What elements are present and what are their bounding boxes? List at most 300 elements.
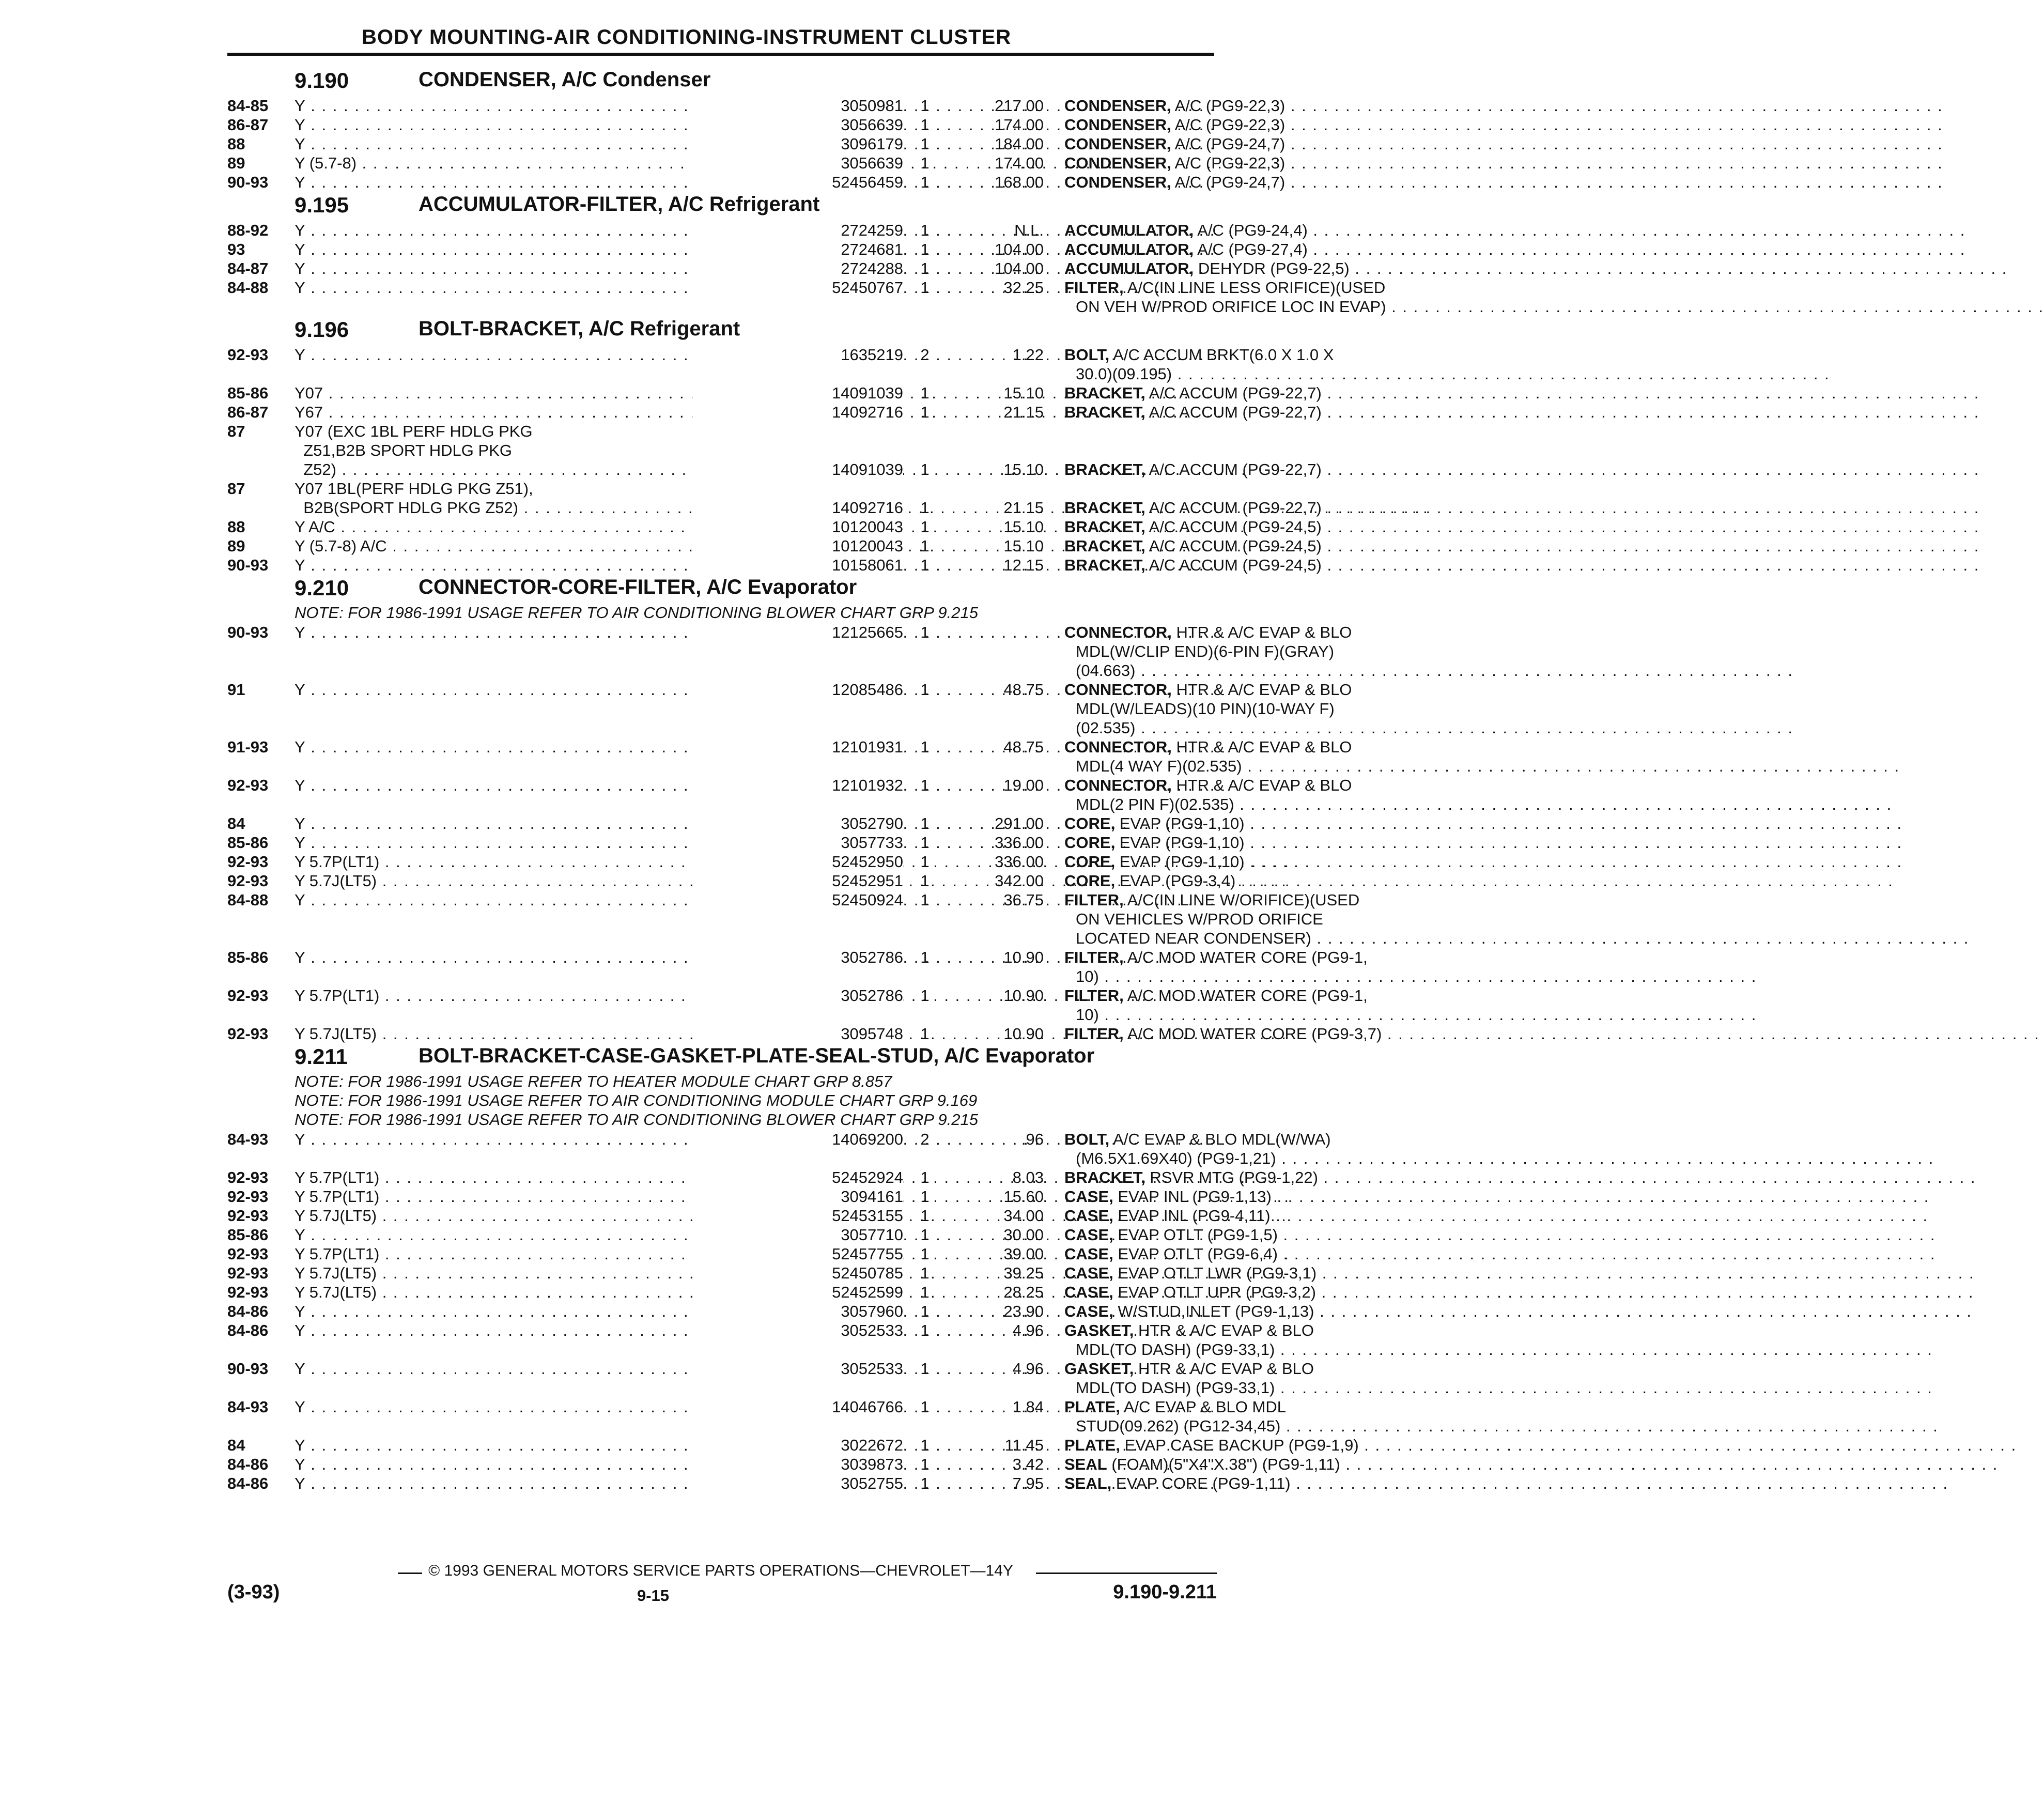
part-row [227, 403, 1322, 422]
part-number: 3057733 [692, 833, 903, 852]
description-text: A/C(IN LINE W/ORIFICE)(USED [1127, 891, 1360, 909]
part-number: 52452599 [692, 1283, 903, 1302]
description-text: EVAP CORE (PG9-1,11) [1116, 1474, 1291, 1492]
section-heading [227, 67, 1214, 96]
model-line: Y . . . [295, 1397, 791, 1416]
description-text: A/C (PG9-22,3) [1174, 97, 1286, 115]
part-description [1064, 1024, 1421, 1043]
price: 3.42 [1012, 1455, 1044, 1473]
part-number: 3052786 [692, 986, 903, 1005]
price: 336.00 [995, 853, 1044, 871]
part-row [227, 173, 1286, 192]
quantity: 2 [920, 346, 930, 364]
model-line: Y 5.7P(LT1) . . . [295, 852, 791, 871]
part-number: 10120043 [692, 536, 903, 556]
part-name: CORE, [1064, 872, 1116, 890]
part-row [227, 115, 1286, 134]
model-year: 92-93 [227, 776, 269, 794]
part-description [1064, 623, 1421, 680]
part-description [1064, 536, 1421, 556]
section-range: 9.190-9.211 [1113, 1581, 1217, 1603]
model-line: Y . . . [295, 1225, 791, 1244]
description-text: A/C MOD WATER CORE (PG9-3,7) [1127, 1025, 1382, 1043]
price: 168.00 [995, 173, 1044, 191]
part-number: 3056639 [692, 153, 903, 173]
model-line: Y . . . [295, 556, 791, 575]
price: 184.00 [995, 135, 1044, 153]
quantity: 2 [920, 1130, 930, 1148]
quantity: 1 [920, 173, 930, 191]
description-line [1064, 680, 1421, 699]
model-year: 87 [227, 480, 245, 498]
description-line [1064, 1474, 1421, 1493]
part-name: CORE, [1064, 834, 1116, 852]
price: 15.60 [1003, 1188, 1044, 1206]
model-line: B2B(SPORT HDLG PKG Z52) . . . [295, 498, 791, 517]
description-text: A/C ACCUM (PG9-24,5) [1149, 556, 1322, 574]
model-year: 90-93 [227, 1360, 269, 1378]
description-line [1064, 1187, 1421, 1206]
model-year: 89 [227, 154, 245, 172]
quantity: 1 [920, 259, 930, 278]
part-name: BOLT, [1064, 346, 1110, 364]
part-name: GASKET, [1064, 1360, 1134, 1378]
model-year: 84-86 [227, 1302, 269, 1320]
part-row [227, 1187, 1272, 1206]
part-description [1064, 1455, 1421, 1474]
section-title: BOLT-BRACKET, A/C Refrigerant [419, 317, 740, 340]
description-text: A/C ACCUM (PG9-24,5) [1149, 518, 1322, 536]
part-row [227, 96, 1286, 115]
model-year: 88-92 [227, 221, 269, 239]
section-title: CONNECTOR-CORE-FILTER, A/C Evaporator [419, 576, 857, 598]
model-year: 85-86 [227, 384, 269, 402]
model-year: 84-85 [227, 97, 269, 115]
quantity: 1 [920, 1226, 930, 1244]
quantity: 1 [920, 1168, 930, 1186]
model-line: Y . . . [295, 833, 791, 852]
part-name: BRACKET, [1064, 384, 1145, 402]
description-line [1064, 153, 1421, 173]
part-row [227, 1321, 1314, 1359]
section-title: CONDENSER, A/C Condenser [419, 68, 711, 91]
model-year: 92-93 [227, 1264, 269, 1282]
description-text: A/C EVAP & BLO MDL(W/WA) [1113, 1130, 1331, 1148]
part-description [1064, 833, 1421, 852]
part-description [1064, 1130, 1421, 1168]
part-description [1064, 498, 1421, 517]
description-line [1064, 1130, 1421, 1149]
section-heading [227, 316, 1214, 345]
price: 1.84 [1012, 1398, 1044, 1416]
footer-copyright [227, 1562, 1214, 1583]
description-text: (FOAM)(5"X4"X.38") (PG9-1,11) [1111, 1455, 1340, 1473]
part-number: 52453155 [692, 1206, 903, 1225]
part-number: 3056639 [692, 115, 903, 134]
model-line: Y 5.7P(LT1) . . . [295, 1187, 791, 1206]
part-row [227, 259, 1350, 278]
description-line: MDL(W/LEADS)(10 PIN)(10-WAY F) [1076, 700, 1335, 718]
price: 39.00 [1003, 1245, 1044, 1263]
model-year: 93 [227, 240, 245, 258]
part-number: 3022672 [692, 1436, 903, 1455]
description-text: EVAP (PG9-1,10) [1119, 834, 1245, 852]
part-row [227, 1359, 1314, 1397]
description-line [1064, 1263, 1421, 1283]
description-line [1064, 623, 1421, 642]
section-note: NOTE: FOR 1986-1991 USAGE REFER TO AIR CONDITIONING MODULE CHART GRP 9.169 [295, 1091, 978, 1109]
description-line: ON VEHICLES W/PROD ORIFICE [1076, 910, 1323, 928]
part-name: FILTER, [1064, 948, 1124, 966]
part-row [227, 1283, 1316, 1302]
model-line: Y . . . [295, 890, 791, 909]
description-line: (M6.5X1.69X40) (PG9-1,21) . . . [1064, 1149, 1421, 1168]
price: 48.75 [1003, 681, 1044, 699]
part-description [1064, 134, 1421, 153]
part-row [227, 134, 1286, 153]
price: 291.00 [995, 814, 1044, 833]
description-line [1064, 240, 1421, 259]
description-line [1064, 871, 1421, 890]
model-year: 92-93 [227, 1168, 269, 1186]
model-line: Y 5.7J(LT5) . . . [295, 871, 791, 890]
part-number: 52452950 [692, 852, 903, 871]
quantity: 1 [920, 97, 930, 115]
part-row [227, 1455, 1340, 1474]
description-line [1064, 986, 1421, 1005]
part-name: CONDENSER, [1064, 116, 1171, 134]
description-text: A/C (PG9-24,7) [1174, 135, 1286, 153]
part-row [227, 1436, 1359, 1455]
part-name: CASE, [1064, 1226, 1113, 1244]
part-row [227, 422, 1322, 479]
model-line: Y 5.7P(LT1) . . . [295, 1244, 791, 1263]
model-year: 84-87 [227, 259, 269, 278]
model-line: Y . . . [295, 259, 791, 278]
model-line: Y . . . [295, 1302, 791, 1321]
part-number: 2724259 [692, 221, 903, 240]
model-line: Y (5.7-8) A/C . . . [295, 536, 791, 556]
part-name: BRACKET, [1064, 518, 1145, 536]
description-text: EVAP (PG9-3,4) [1119, 872, 1236, 890]
model-line: Y . . . [295, 240, 791, 259]
part-description [1064, 852, 1421, 871]
part-name: FILTER, [1064, 279, 1124, 297]
description-text: RSVR MTG (PG9-1,22) [1150, 1168, 1318, 1186]
quantity: 1 [920, 891, 930, 909]
part-number: 52452924 [692, 1168, 903, 1187]
description-text: EVAP CASE BACKUP (PG9-1,9) [1124, 1436, 1359, 1454]
part-name: SEAL, [1064, 1474, 1112, 1492]
description-line: (02.535) . . . [1064, 718, 1421, 737]
page-title: BODY MOUNTING-AIR CONDITIONING-INSTRUMENT CLUSTER [362, 26, 1012, 49]
part-description [1064, 1474, 1421, 1493]
quantity: 1 [920, 1283, 930, 1301]
model-year: 90-93 [227, 623, 269, 641]
description-text: EVAP OTLT UPR (PG9-3,2) [1118, 1283, 1316, 1301]
model-year: 84-88 [227, 279, 269, 297]
description-line [1064, 1024, 1421, 1043]
part-name: CONNECTOR, [1064, 776, 1172, 794]
part-description [1064, 890, 1421, 948]
part-row [227, 1302, 1314, 1321]
model-year: 84 [227, 1436, 245, 1454]
copyright-text: © 1993 GENERAL MOTORS SERVICE PARTS OPERATIONS—CHEVROLET—14Y [422, 1562, 1019, 1579]
model-line: Y . . . [295, 948, 791, 967]
model-year: 92-93 [227, 1245, 269, 1263]
section-heading [227, 192, 1214, 221]
model-line: Y . . . [295, 776, 791, 795]
description-text: A/C ACCUM (PG9-22,7) [1149, 499, 1322, 517]
model-line: Y . . . [295, 1359, 791, 1378]
price: 4.96 [1012, 1360, 1044, 1378]
part-name: CASE, [1064, 1207, 1113, 1225]
part-number: 14091039 [692, 460, 903, 479]
model-year: 91 [227, 681, 245, 699]
quantity: 1 [920, 681, 930, 699]
price: 217.00 [995, 97, 1044, 115]
part-name: FILTER, [1064, 986, 1124, 1005]
section-note: NOTE: FOR 1986-1991 USAGE REFER TO AIR CONDITIONING BLOWER CHART GRP 9.215 [295, 1111, 978, 1129]
description-text: A/C (PG9-22,3) [1174, 154, 1286, 172]
part-name: FILTER, [1064, 1025, 1124, 1043]
description-line [1064, 221, 1421, 240]
model-line: Y 5.7P(LT1) . . . [295, 986, 791, 1005]
model-line: Y (5.7-8) . . . [295, 153, 791, 173]
quantity: 1 [920, 154, 930, 172]
price: 342.00 [995, 872, 1044, 890]
description-line [1064, 460, 1421, 479]
description-line [1064, 1359, 1421, 1378]
part-description [1064, 814, 1421, 833]
section-number: 9.190 [295, 68, 349, 93]
part-row [227, 278, 1386, 316]
model-year: 84-86 [227, 1455, 269, 1473]
quantity: 1 [920, 240, 930, 258]
description-text: HTR & A/C EVAP & BLO [1138, 1321, 1314, 1339]
part-description [1064, 1359, 1421, 1397]
model-line: Y 5.7J(LT5) . . . [295, 1206, 791, 1225]
description-line [1064, 1225, 1421, 1244]
price: 11.45 [1004, 1436, 1044, 1454]
part-description [1064, 1397, 1421, 1436]
part-row [227, 383, 1322, 403]
part-description [1064, 737, 1421, 776]
model-year: 92-93 [227, 346, 269, 364]
description-text: HTR & A/C EVAP & BLO [1176, 776, 1352, 794]
price: 174.00 [995, 154, 1044, 172]
part-row [227, 986, 1368, 1024]
part-number: 3052533 [692, 1321, 903, 1340]
description-line: ON VEH W/PROD ORIFICE LOC IN EVAP) . . . [1064, 297, 1421, 316]
description-line [1064, 345, 1421, 364]
part-description [1064, 115, 1421, 134]
price: 336.00 [995, 834, 1044, 852]
part-row [227, 479, 1322, 517]
part-number: 12085486 [692, 680, 903, 699]
description-line [1064, 403, 1421, 422]
part-description [1064, 278, 1421, 316]
quantity: 1 [920, 384, 930, 402]
part-number: 12125665 [692, 623, 903, 642]
price: 36.75 [1003, 891, 1044, 909]
description-text: DEHYDR (PG9-22,5) [1198, 259, 1350, 278]
part-description [1064, 403, 1421, 422]
part-number: 1635219 [692, 345, 903, 364]
part-number: 2724681 [692, 240, 903, 259]
model-year: 92-93 [227, 853, 269, 871]
description-line [1064, 1244, 1421, 1263]
model-year: 84-93 [227, 1398, 269, 1416]
part-number: 10120043 [692, 517, 903, 536]
description-line [1064, 383, 1421, 403]
quantity: 1 [920, 814, 930, 833]
part-description [1064, 680, 1421, 737]
part-row [227, 1168, 1318, 1187]
part-name: CONNECTOR, [1064, 623, 1172, 641]
part-description [1064, 240, 1421, 259]
part-description [1064, 1321, 1421, 1359]
section-number: 9.210 [295, 576, 349, 600]
part-number: 14091039 [692, 383, 903, 403]
price: 15.10 [1003, 460, 1044, 479]
part-name: BOLT, [1064, 1130, 1110, 1148]
model-line: Y 5.7J(LT5) . . . [295, 1024, 791, 1043]
description-text: W/STUD,INLET (PG9-1,13) [1118, 1302, 1314, 1320]
quantity: 1 [920, 135, 930, 153]
model-year: 88 [227, 518, 245, 536]
price: 48.75 [1003, 738, 1044, 756]
description-line [1064, 852, 1421, 871]
part-number: 2724288 [692, 259, 903, 278]
model-line: Y07 (EXC 1BL PERF HDLG PKG [295, 422, 533, 440]
model-year: 92-93 [227, 1283, 269, 1301]
description-text: EVAP OTLT LWR (PG9-3,1) [1118, 1264, 1317, 1282]
part-description [1064, 96, 1421, 115]
header-rule [227, 53, 1214, 56]
model-line: Y . . . [295, 1474, 791, 1493]
part-row [227, 1024, 1382, 1043]
part-name: BRACKET, [1064, 460, 1145, 479]
part-number: 14092716 [692, 498, 903, 517]
description-line: MDL(W/CLIP END)(6-PIN F)(GRAY) [1076, 642, 1335, 660]
quantity: 1 [920, 279, 930, 297]
part-row [227, 556, 1322, 575]
part-description [1064, 221, 1421, 240]
description-text: HTR & A/C EVAP & BLO [1138, 1360, 1314, 1378]
quantity: 1 [920, 1025, 930, 1043]
part-row [227, 776, 1352, 814]
description-text: A/C ACCUM (PG9-24,5) [1149, 537, 1322, 555]
description-line [1064, 173, 1421, 192]
quantity: 1 [920, 460, 930, 479]
part-name: CONDENSER, [1064, 97, 1171, 115]
part-description [1064, 1187, 1421, 1206]
part-number: 3096179 [692, 134, 903, 153]
model-year: 85-86 [227, 834, 269, 852]
part-number: 52450785 [692, 1263, 903, 1283]
section-number: 9.196 [295, 317, 349, 342]
price: 104.00 [995, 259, 1044, 278]
part-description [1064, 173, 1421, 192]
part-name: ACCUMULATOR, [1064, 259, 1194, 278]
price: 39.25 [1003, 1264, 1044, 1282]
part-row [227, 1225, 1278, 1244]
part-description [1064, 1206, 1421, 1225]
part-name: BRACKET, [1064, 556, 1145, 574]
section-note: NOTE: FOR 1986-1991 USAGE REFER TO HEATER MODULE CHART GRP 8.857 [295, 1072, 892, 1090]
quantity: 1 [920, 1245, 930, 1263]
model-year: 85-86 [227, 1226, 269, 1244]
model-year: 92-93 [227, 1188, 269, 1206]
part-number: 14046766 [692, 1397, 903, 1416]
quantity: 1 [920, 1398, 930, 1416]
model-year: 86-87 [227, 116, 269, 134]
quantity: 1 [920, 1188, 930, 1206]
part-name: SEAL [1064, 1455, 1107, 1473]
section-title: BOLT-BRACKET-CASE-GASKET-PLATE-SEAL-STUD, A/C Evaporator [419, 1044, 1095, 1067]
model-year: 92-93 [227, 1025, 269, 1043]
description-line: MDL(4 WAY F)(02.535) . . . [1064, 757, 1421, 776]
description-line [1064, 1168, 1421, 1187]
description-text: A/C (PG9-27,4) [1197, 240, 1308, 258]
part-description [1064, 383, 1421, 403]
description-line [1064, 948, 1421, 967]
description-text: A/C ACCUM BRKT(6.0 X 1.0 X [1113, 346, 1334, 364]
part-number: 52456459 [692, 173, 903, 192]
part-number: 3094161 [692, 1187, 903, 1206]
part-description [1064, 871, 1421, 890]
part-number: 3052755 [692, 1474, 903, 1493]
part-number: 14092716 [692, 403, 903, 422]
price: 8.03 [1012, 1168, 1044, 1186]
part-name: BRACKET, [1064, 1168, 1145, 1186]
part-description [1064, 259, 1421, 278]
description-line [1064, 536, 1421, 556]
description-line: (04.663) . . . [1064, 661, 1421, 680]
description-line [1064, 737, 1421, 757]
description-line [1064, 1455, 1421, 1474]
part-row [227, 833, 1245, 852]
description-line: 10) . . . [1064, 967, 1421, 986]
part-description [1064, 1225, 1421, 1244]
description-text: HTR & A/C EVAP & BLO [1176, 623, 1352, 641]
description-text: HTR & A/C EVAP & BLO [1176, 681, 1352, 699]
part-row [227, 1244, 1278, 1263]
quantity: 1 [920, 116, 930, 134]
quantity: 1 [920, 403, 930, 421]
model-line: Y . . . [295, 1436, 791, 1455]
description-line [1064, 259, 1421, 278]
model-line: Y 5.7P(LT1) . . . [295, 1168, 791, 1187]
part-description [1064, 1168, 1421, 1187]
description-text: EVAP OTLT (PG9-1,5) [1118, 1226, 1278, 1244]
description-text: A/C EVAP & BLO MDL [1123, 1398, 1286, 1416]
price: 28.25 [1003, 1283, 1044, 1301]
section-heading [227, 1043, 1214, 1072]
part-row [227, 1263, 1317, 1283]
model-year: 90-93 [227, 556, 269, 574]
model-line: Y07 1BL(PERF HDLG PKG Z51), [295, 480, 533, 498]
part-description [1064, 948, 1421, 986]
description-text: A/C MOD WATER CORE (PG9-1, [1127, 986, 1368, 1005]
model-line: Z51,B2B SPORT HDLG PKG [295, 441, 512, 459]
price: 15.10 [1003, 384, 1044, 402]
model-year: 84-93 [227, 1130, 269, 1148]
price: 4.96 [1012, 1321, 1044, 1339]
part-description [1064, 1302, 1421, 1321]
model-line: Y07 . . . [295, 383, 791, 403]
